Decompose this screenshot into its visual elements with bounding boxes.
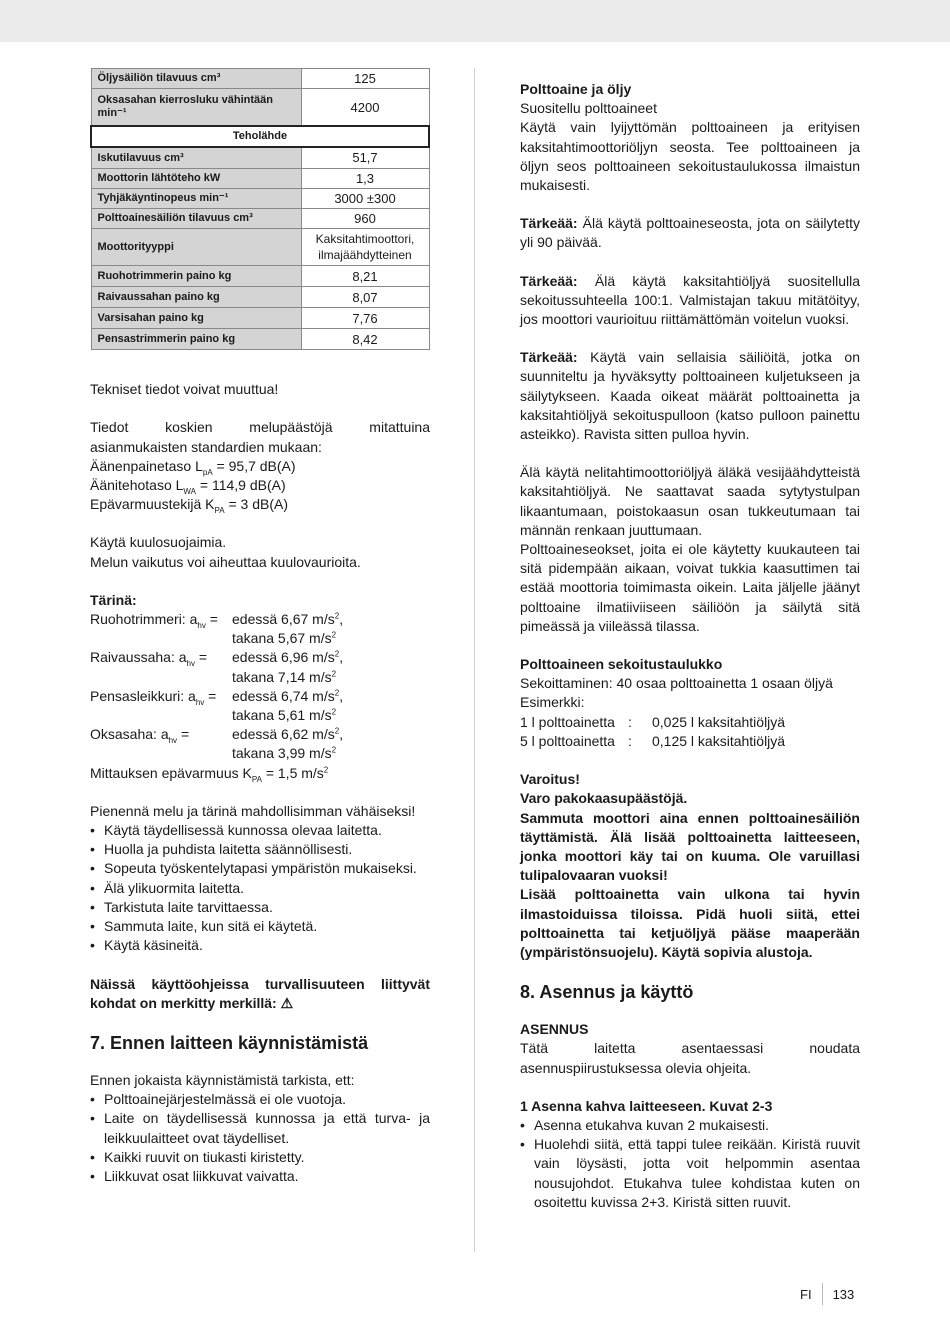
- vibration-entry: Raivaussaha: $a_{hv}$ = edessä 6,96 $m/s^2$, takana 7,14 $m/s^2$: [90, 649, 344, 685]
- list-item: • Huolla ja puhdista laitetta säännöllisesti.: [90, 840, 430, 859]
- spec-label: Moottorin lähtöteho kW: [91, 168, 301, 188]
- top-band: [0, 0, 950, 42]
- important-note: Tärkeää: Älä käytä kaksitahtiöljyä suositellulla sekoitussuhteella 100:1. Valmistajan takuu mitätöityy, jos moottori vaurioituu riittämättömän voitelun vuoksi.: [520, 272, 860, 328]
- list-item: • Huolehdi siitä, että tappi tulee reikään. Kiristä ruuvit vain löysästi, jotta voit helpommin asentaa nousujohdot. Etukahva tulee kohdistaa kuten on osoitettu kuvissa 2+3. Kiristä sitten ruuvit.: [520, 1135, 860, 1212]
- spec-row: [91, 69, 429, 89]
- vibration-entry: Ruohotrimmeri: $a_{hv}$ = edessä 6,67 $m/s^2$, takana 5,67 $m/s^2$: [90, 611, 344, 647]
- list-item: • Laite on täydellisessä kunnossa ja että turva- ja leikkuulaitteet ovat täydelliset.: [90, 1109, 430, 1147]
- spec-value: Kaksitahtimoottori, ilmajäähdytteinen: [301, 229, 429, 266]
- section-7-list: [90, 1090, 430, 1186]
- section-8-heading: 8. Asennus ja käyttö: [520, 982, 694, 1003]
- spec-label: Oksasahan kierrosluku vähintään min⁻¹: [91, 89, 301, 127]
- spec-row: [91, 209, 429, 229]
- list-item: • Tarkistuta laite tarvittaessa.: [90, 898, 430, 917]
- mix-ratio: Sekoittaminen: 40 osaa polttoainetta 1 osaan öljyä: [520, 675, 833, 692]
- asennus-title: ASENNUS: [520, 1021, 589, 1038]
- spec-value: 3000 ±300: [301, 188, 429, 208]
- page-number: 133: [832, 1286, 855, 1302]
- warning-line: Sammuta moottori aina ennen polttoainesäiliön täyttämistä. Älä lisää polttoainetta laitteeseen, jonka moottori käy tai on kuuma. Ole varuillasi tulipalovaaran vuoksi!: [520, 809, 860, 884]
- reduce-list: [90, 821, 430, 955]
- footer-divider: [822, 1283, 823, 1305]
- spec-row: [91, 329, 429, 350]
- step-1-list: [520, 1116, 860, 1212]
- fuel-title: Polttoaine ja öljy: [520, 81, 632, 97]
- spec-row: [91, 229, 429, 266]
- spec-row: [91, 168, 429, 188]
- spec-label: Raivaussahan paino kg: [91, 287, 301, 308]
- right-column: [520, 80, 860, 1212]
- spec-value: 4200: [301, 89, 429, 127]
- oil-warning: Älä käytä nelitahtimoottoriöljyä äläkä vesijäähdytteistä kaksitahtiöljyä. Ne saattavat saada sytytystulpan likaantumaan, poistokaasun osan tukkeutumaan tai männän renkaan juuttumaan.: [520, 464, 860, 538]
- section-7-intro: Ennen jokaista käynnistämistä tarkista, ett:: [90, 1071, 355, 1088]
- spec-label: Iskutilavuus cm³: [91, 147, 301, 168]
- step-1-title: 1 Asenna kahva laitteeseen. Kuvat 2-3: [520, 1097, 773, 1114]
- page-footer: [800, 1283, 854, 1305]
- spec-value: 7,76: [301, 308, 429, 329]
- spec-label: Ruohotrimmerin paino kg: [91, 266, 301, 287]
- spec-row: [91, 266, 429, 287]
- ear-protection-note: Käytä kuulosuojaimia.: [90, 534, 227, 551]
- spec-row: [91, 89, 429, 127]
- spec-table: [90, 68, 430, 350]
- list-item: • Sopeuta työskentelytapasi ympäristön mukaiseksi.: [90, 859, 430, 878]
- vibration-title: Tärinä:: [90, 591, 137, 608]
- warning-line: Lisää polttoainetta vain ulkona tai hyvin ilmastoiduissa tiloissa. Pidä huoli siitä, ettei polttoainetta tai ketjuöljyä pääse maaperään (ympäristönsuojelu). Käytä sopivia alustoja.: [520, 886, 860, 960]
- list-item: • Polttoainejärjestelmässä ei ole vuotoja.: [90, 1090, 430, 1109]
- important-note: Tärkeää: Älä käytä polttoaineseosta, jota on säilytetty yli 90 päivää.: [520, 215, 860, 251]
- spec-label: Varsisahan paino kg: [91, 308, 301, 329]
- mix-examples-label: Esimerkki:: [520, 694, 585, 711]
- list-item: • Liikkuvat osat liikkuvat vaivatta.: [90, 1167, 430, 1186]
- noise-line: Äänenpainetaso $L_{pA} = 95,7$ dB(A): [90, 457, 296, 477]
- spec-row: [91, 308, 429, 329]
- spec-value: 8,42: [301, 329, 429, 350]
- noise-line: Epävarmuustekijä $K_{PA} = 3$ dB(A): [90, 496, 289, 516]
- asennus-text: Tätä laitetta asentaessasi noudata asennuspiirustuksessa olevia ohjeita.: [520, 1040, 860, 1076]
- spec-label: Tyhjäkäyntinopeus min⁻¹: [91, 188, 301, 208]
- fuel-storage-note: Polttoaineseokset, joita ei ole käytetty kuukauteen tai sitä pidempään aikaan, voivat tukkia kaasuttimen tai estää moottoria toimimasta oikein. Laita jäljelle jäänyt polttoaine ilmatiiviiseen säiliöön ja säilytä sitä pimeässä ja viileässä tilassa.: [520, 541, 860, 634]
- spec-value: 8,21: [301, 266, 429, 287]
- list-item: • Käytä täydellisessä kunnossa olevaa laitetta.: [90, 821, 430, 840]
- section-7-heading: 7. Ennen laitteen käynnistämistä: [90, 1032, 369, 1053]
- vibration-uncertainty: Mittauksen epävarmuus $K_{PA} = 1,5$ $m/s^2$: [90, 764, 329, 784]
- language-code: FI: [800, 1286, 812, 1302]
- safety-symbol-note: Näissä käyttöohjeissa turvallisuuteen liittyvät kohdat on merkitty merkillä: ⚠: [90, 975, 430, 1011]
- spec-section-row: [91, 126, 429, 147]
- mix-row: 1 l polttoainetta : 0,025 l kaksitahtiöljyä: [520, 713, 786, 730]
- spec-row: [91, 147, 429, 168]
- spec-value: 8,07: [301, 287, 429, 308]
- noise-intro: Tiedot koskien melupäästöjä mitattuina asianmukaisten standardien mukaan:: [90, 419, 430, 455]
- vibration-entry: Pensasleikkuri: $a_{hv}$ = edessä 6,74 $m/s^2$, takana 5,61 $m/s^2$: [90, 687, 344, 724]
- spec-label: Pensastrimmerin paino kg: [91, 329, 301, 350]
- spec-value: 125: [301, 69, 429, 89]
- list-item: • Sammuta laite, kun sitä ei käytetä.: [90, 917, 430, 936]
- important-note: Tärkeää: Käytä vain sellaisia säiliöitä, jotka on suunniteltu ja hyväksytty polttoaineen kuljetukseen ja säilytykseen. Kaada oikeat määrät polttoainetta ja kaksitahtiöljyä sekoituspulloon (katso pulloon painettu asteikko). Ravista sitten pulloa hyvin.: [520, 349, 860, 443]
- hearing-damage-note: Melun vaikutus voi aiheuttaa kuulovaurioita.: [90, 553, 361, 570]
- spec-section-header: Teholähde: [91, 126, 429, 147]
- mix-row: 5 l polttoainetta : 0,125 l kaksitahtiöljyä: [520, 732, 786, 749]
- noise-line: Äänitehotaso $L_{WA} = 114,9$ dB(A): [90, 477, 286, 496]
- spec-row: [91, 287, 429, 308]
- spec-value: 51,7: [301, 147, 429, 168]
- list-item: • Asenna etukahva kuvan 2 mukaisesti.: [520, 1116, 860, 1135]
- list-item: • Älä ylikuormita laitetta.: [90, 879, 430, 898]
- reduce-title: Pienennä melu ja tärinä mahdollisimman vähäiseksi!: [90, 802, 416, 819]
- vibration-entry: Oksasaha: $a_{hv}$ = edessä 6,62 $m/s^2$, takana 3,99 $m/s^2$: [90, 726, 344, 762]
- spec-row: [91, 188, 429, 208]
- spec-value: 1,3: [301, 168, 429, 188]
- mix-table-title: Polttoaineen sekoitustaulukko: [520, 656, 723, 673]
- column-divider: [474, 68, 475, 1252]
- warning-line: Varo pakokaasupäästöjä.: [520, 790, 688, 807]
- list-item: • Kaikki ruuvit on tiukasti kiristetty.: [90, 1148, 430, 1167]
- list-item: • Käytä käsineitä.: [90, 936, 430, 955]
- left-column: [90, 68, 430, 1186]
- fuel-subtitle: Suositellu polttoaineet: [520, 100, 657, 117]
- spec-label: Moottorityyppi: [91, 229, 301, 266]
- spec-label: Öljysäiliön tilavuus cm³: [91, 69, 301, 89]
- fuel-text: Käytä vain lyijyttömän polttoaineen ja erityisen kaksitahtimoottoriöljyn seosta. Tee polttoaineen ja öljyn seos polttoaineen sekoitustaulukossa ilmaistun mukaisesti.: [520, 119, 860, 194]
- warning-title: Varoitus!: [520, 771, 580, 788]
- spec-value: 960: [301, 209, 429, 229]
- spec-label: Polttoainesäiliön tilavuus cm³: [91, 209, 301, 229]
- tech-change-note: Tekniset tiedot voivat muuttua!: [90, 381, 279, 398]
